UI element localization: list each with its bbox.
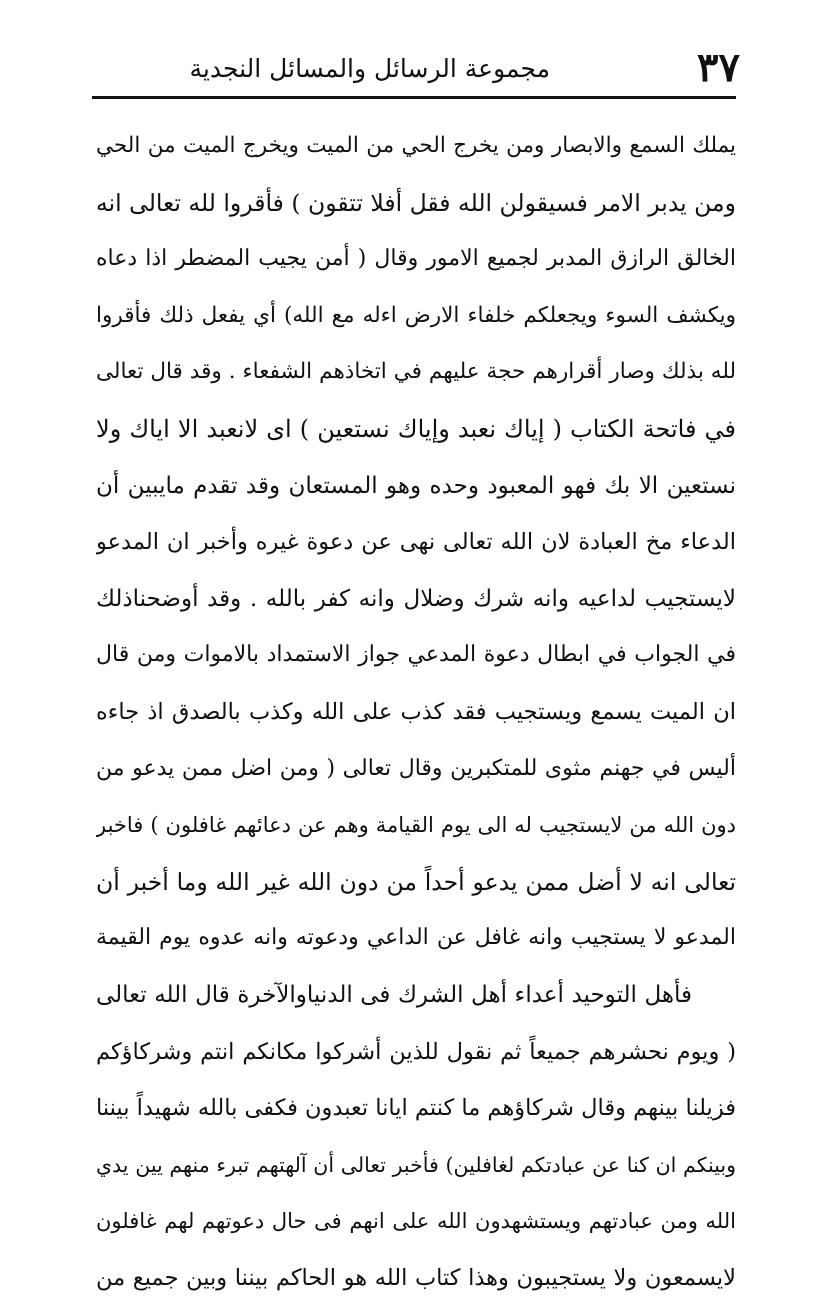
text-line: في الجواب في ابطال دعوة المدعي جواز الاستمداد بالاموات ومن قال <box>96 642 736 668</box>
text-line: ( ويوم نحشرهم جميعاً ثم نقول للذين أشركوا مكانكم انتم وشركاؤكم <box>96 1038 736 1065</box>
text-line: أليس في جهنم مثوى للمتكبرين وقال تعالى ( ومن اضل ممن يدعو من <box>96 755 736 781</box>
text-line: لله بذلك وصار أقرارهم حجة عليهم في اتخاذهم الشفعاء . وقد قال تعالى <box>96 359 736 385</box>
text-line: المدعو لا يستجيب وانه غافل عن الداعي ودعوته وانه عدوه يوم القيمة <box>96 925 736 951</box>
text-line: ان الميت يسمع ويستجيب فقد كذب على الله وكذب بالصدق اذ جاءه <box>96 698 736 725</box>
page-number: ٣٧ <box>697 44 740 91</box>
header-divider <box>92 96 736 99</box>
text-line: نستعين الا بك فهو المعبود وحده وهو المستعان وقد تقدم مايبين أن <box>96 472 736 499</box>
text-line: فزيلنا بينهم وقال شركاؤهم ما كنتم ايانا تعبدون فكفى بالله شهيداً بيننا <box>96 1095 736 1122</box>
text-line: يملك السمع والابصار ومن يخرج الحي من الميت ويخرج الميت من الحي <box>96 133 736 158</box>
text-line: ويكشف السوء ويجعلكم خلفاء الارض اءله مع الله) أي يفعل ذلك فأقروا <box>96 302 736 328</box>
text-line: لايستجيب لداعيه وانه شرك وضلال وانه كفر بالله . وقد أوضحناذلك <box>96 585 736 612</box>
text-line: لايسمعون ولا يستجيبون وهذا كتاب الله هو الحاكم بيننا وبين جميع من <box>96 1264 736 1291</box>
body-text <box>96 118 736 1306</box>
running-title: مجموعة الرسائل والمسائل النجدية <box>189 54 550 83</box>
paragraph-start-line: فأهل التوحيد أعداء أهل الشرك فى الدنياوالآخرة قال الله تعالى <box>96 981 692 1008</box>
page-header <box>90 46 740 90</box>
text-line: الله ومن عبادتهم ويستشهدون الله على انهم فى حال دعوتهم لهم غافلون <box>96 1209 736 1234</box>
text-line: تعالى انه لا أضل ممن يدعو أحداً من دون الله غير الله وما أخبر أن <box>96 867 736 896</box>
text-line: وبينكم ان كنا عن عبادتكم لغافلين) فأخبر تعالى أن آلهتهم تبرء منهم يين يدي <box>96 1152 736 1177</box>
text-line: دون الله من لايستجيب له الى يوم القيامة وهم عن دعائهم غافلون ) فاخبر <box>96 813 736 838</box>
text-line: ومن يدبر الامر فسيقولن الله فقل أفلا تتقون ) فأقروا لله تعالى انه <box>96 188 736 217</box>
text-line: الخالق الرازق المدبر لجميع الامور وقال ( أمن يجيب المضطر اذا دعاه <box>96 246 736 272</box>
text-line: الدعاء مخ العبادة لان الله تعالى نهى عن دعوة غيره وأخبر ان المدعو <box>96 529 736 556</box>
text-line: في فاتحة الكتاب ( إياك نعبد وإياك نستعين ) اى لانعبد الا اياك ولا <box>96 414 736 443</box>
